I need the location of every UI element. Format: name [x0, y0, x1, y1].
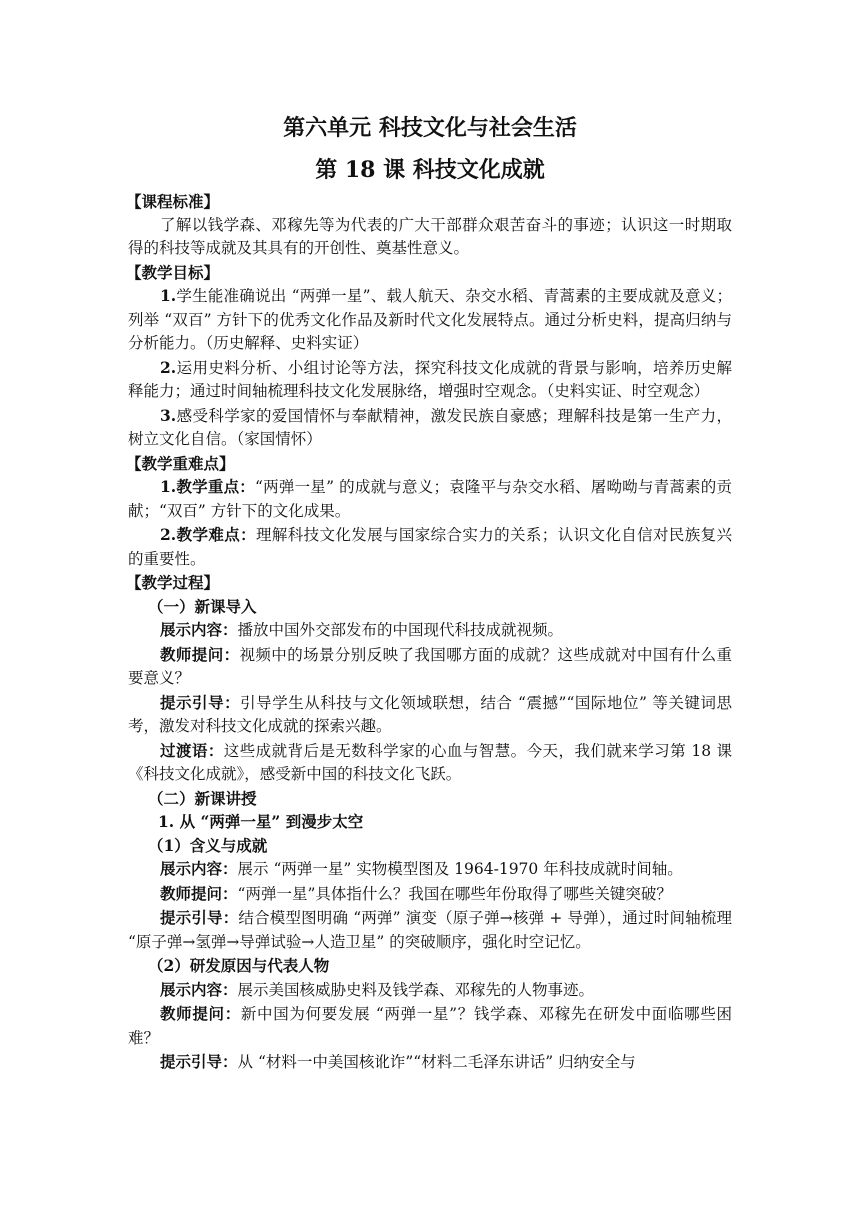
- goal-1-text: 学生能准确说出 “两弹一星”、载人航天、杂交水稻、青蒿素的主要成就及意义；列举 “双百” 方针下的优秀文化作品及新时代文化发展特点。通过分析史料，提高归纳与分析能力。（历史解释、史料实证）: [128, 287, 732, 352]
- s1-hint-text: 结合模型图明确 “两弹” 演变（原子弹→核弹 + 导弹），通过时间轴梳理 “原子弹→氢弹→导弹试验→人造卫星” 的突破顺序，强化时空记忆。: [128, 909, 732, 951]
- s2-show-label: 展示内容：: [160, 979, 238, 999]
- goal-3-text: 感受科学家的爱国情怀与奉献精神，激发民族自豪感；理解科技是第一生产力，树立文化自信。（家国情怀）: [128, 406, 732, 448]
- p1-hint-text: 引导学生从科技与文化领域联想，结合 “震撼”“国际地位” 等关键词思考，激发对科技文化成就的探索兴趣。: [128, 693, 732, 735]
- s1-ask-label: 教师提问：: [160, 883, 238, 903]
- s1-show-text: 展示 “两弹一星” 实物模型图及 1964-1970 年科技成就时间轴。: [237, 860, 683, 878]
- s2-hint: [128, 1050, 732, 1075]
- p1-transition-label: 过渡语：: [160, 740, 224, 760]
- s1-ask: [128, 882, 732, 907]
- p1-ask-label: 教师提问：: [160, 644, 240, 664]
- p1-ask: [128, 643, 732, 691]
- goal-1: [128, 284, 732, 356]
- p1-ask-text: 视频中的场景分别反映了我国哪方面的成就？这些成就对中国有什么重要意义？: [128, 645, 732, 687]
- section-heading-keypoints: 【教学重难点】: [126, 453, 235, 473]
- key-point: [128, 475, 732, 523]
- lesson-title: 第 18 课 科技文化成就: [315, 157, 545, 183]
- unit-title: 第六单元 科技文化与社会生活: [283, 115, 577, 141]
- s1-show: [128, 857, 732, 882]
- p1-show-label: 展示内容：: [160, 620, 238, 639]
- s2-hint-label: 提示引导：: [160, 1052, 238, 1071]
- difficult-point-label: 2.教学难点：: [160, 525, 256, 544]
- key-point-text: “两弹一星” 的成就与意义；袁隆平与杂交水稻、屠呦呦与青蒿素的贡献；“双百” 方针下的文化成果。: [128, 478, 733, 520]
- goal-2: [128, 356, 732, 404]
- part-2-title: （二）新课讲授: [148, 788, 257, 808]
- goal-3: [128, 404, 732, 452]
- p1-transition: [128, 739, 732, 787]
- p1-show-text: 播放中国外交部发布的中国现代科技成就视频。: [237, 621, 564, 639]
- topic-1-title: 1. 从 “两弹一星” 到漫步太空: [158, 812, 364, 831]
- section-heading-goals: 【教学目标】: [126, 262, 220, 282]
- difficult-point: [128, 523, 732, 571]
- s2-ask-label: 教师提问：: [160, 1004, 241, 1023]
- s1-hint: [128, 906, 732, 954]
- goal-2-text: 运用史料分析、小组讨论等方法，探究科技文化成就的背景与影响，培养历史解释能力；通过时间轴梳理科技文化发展脉络，增强时空观念。（史料实证、时空观念）: [128, 358, 732, 400]
- subtopic-1-title: （1）含义与成就: [148, 835, 268, 855]
- s1-show-label: 展示内容：: [160, 859, 238, 878]
- p1-hint-label: 提示引导：: [160, 692, 241, 712]
- s2-show-text: 展示美国核威胁史料及钱学森、邓稼先的人物事迹。: [237, 980, 595, 999]
- subtopic-2-title: （2）研发原因与代表人物: [148, 956, 330, 975]
- goal-3-number: 3.: [160, 405, 177, 425]
- goal-1-number: 1.: [160, 286, 177, 305]
- section-heading-standard: 【课程标准】: [126, 192, 220, 211]
- key-point-label: 1.教学重点：: [160, 477, 256, 496]
- p1-show: [128, 618, 732, 643]
- s2-hint-text: 从 “材料一中美国核讹诈”“材料二毛泽东讲话” 归纳安全与: [237, 1053, 636, 1071]
- s2-show: [128, 978, 732, 1003]
- difficult-point-text: 理解科技文化发展与国家综合实力的关系；认识文化自信对民族复兴的重要性。: [128, 526, 732, 568]
- s1-ask-text: “两弹一星”具体指什么？我国在哪些年份取得了哪些关键突破？: [237, 884, 672, 903]
- document-body: [128, 112, 732, 1075]
- part-1-title: （一）新课导入: [148, 596, 257, 616]
- s1-hint-label: 提示引导：: [160, 908, 239, 927]
- standard-paragraph: 了解以钱学森、邓稼先等为代表的广大干部群众艰苦奋斗的事迹；认识这一时期取得的科技等成就及其具有的开创性、奠基性意义。: [128, 215, 732, 257]
- p1-transition-text: 这些成就背后是无数科学家的心血与智慧。今天，我们就来学习第 18 课《科技文化成就》，感受新中国的科技文化飞跃。: [128, 741, 732, 783]
- p1-hint: [128, 691, 732, 739]
- goal-2-number: 2.: [160, 357, 177, 377]
- section-heading-process: 【教学过程】: [126, 573, 220, 592]
- s2-ask: [128, 1002, 732, 1050]
- s2-ask-text: 新中国为何要发展 “两弹一星”？钱学森、邓稼先在研发中面临哪些困难？: [128, 1005, 732, 1047]
